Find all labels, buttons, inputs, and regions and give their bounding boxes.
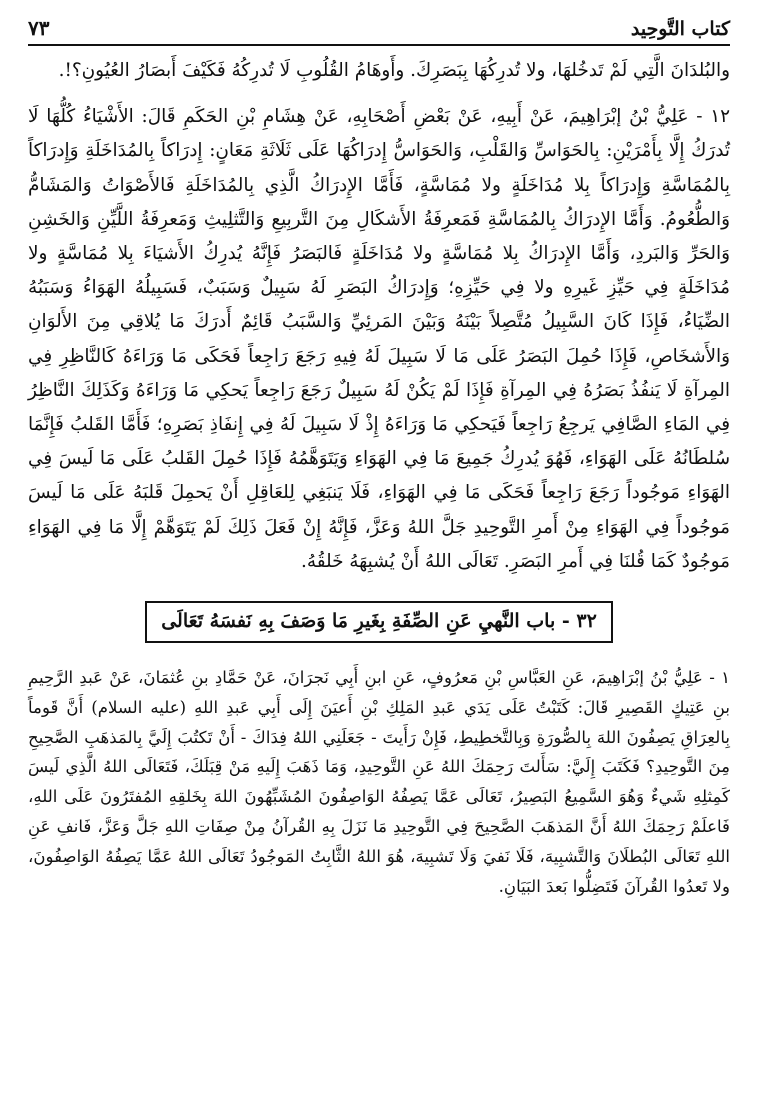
chapter-heading-box (145, 601, 613, 643)
running-title: كتاب التَّوحِيد (630, 18, 730, 40)
chapter-heading: ٣٢ - باب النَّهيِ عَنِ الصِّفَةِ بِغَيرِ مَا وَصَفَ بِهِ نَفسَهُ تَعَالَى (161, 610, 597, 633)
page-number: ٧٣ (28, 16, 50, 40)
running-header (28, 8, 730, 46)
body-text (28, 54, 730, 901)
paragraph-hadith-1: ١ - عَلِيُّ بْنُ إبْرَاهِيمَ، عَنِ العَبَّاسِ بْنِ مَعرُوفٍ، عَنِ ابنِ أَبِي نَجرَانَ، عَنْ حَمَّادِ بنِ عُثمَانَ، عَنْ عَبدِ الرَّحِيمِ بنِ عَتِيكٍ القَصِيرِ قَالَ: كَتَبْتُ عَلَى يَدَي عَبدِ المَلِكِ بْنِ أَعيَنَ إِلَى أَبِي عَبدِ اللهِ (عليه السلام) أَنَّ قَوماً بِالعِرَاقِ يَصِفُونَ اللهَ بِالصُّورَةِ وَبِالتَّخطِيطِ، فَإِنْ رَأَيتَ - جَعَلَنِي اللهُ فِدَاكَ - أَنْ تَكتُبَ إِلَيَّ بِالمَذهَبِ الصَّحِيحِ مِنَ التَّوحِيدِ؟ فَكَتَبَ إِلَيَّ: سَأَلتَ رَحِمَكَ اللهُ عَنِ التَّوحِيدِ، وَمَا ذَهَبَ إِلَيهِ مَنْ قِبَلَكَ، فَتَعَالَى اللهُ الَّذِي لَيسَ كَمِثلِهِ شَيءٌ وَهُوَ السَّمِيعُ البَصِيرُ، تَعَالَى عَمَّا يَصِفُهُ الوَاصِفُونَ المُشَبِّهُونَ اللهَ بِخَلقِهِ المُفتَرُونَ عَلَى اللهِ، فَاعلَمْ رَحِمَكَ اللهُ أَنَّ المَذهَبَ الصَّحِيحَ فِي التَّوحِيدِ مَا نَزَلَ بِهِ القُرآنُ مِنْ صِفَاتِ اللهِ جَلَّ وَعَزَّ، فَانفِ عَنِ اللهِ تَعَالَى البُطلَانَ وَالتَّشبِيهَ، فَلَا نَفيَ وَلَا تَشبِيهَ، هُوَ اللهُ الثَّابِتُ المَوجُودُ تَعَالَى اللهُ عَمَّا يَصِفُهُ الوَاصِفُونَ، ولا تَعدُوا القُرآنَ فَتَضِلُّوا بَعدَ البَيَانِ. (28, 668, 730, 896)
paragraph-hadith-12: ١٢ - عَلِيُّ بْنُ إبْرَاهِيمَ، عَنْ أَبِيهِ، عَنْ بَعْضِ أَصْحَابِهِ، عَنْ هِشَامِ بْنِ الحَكَمِ قَالَ: الأَشْيَاءُ كُلُّهَا لَا تُدرَكُ إِلَّا بِأَمْرَيْنِ: بِالحَوَاسِّ وَالقَلْبِ، وَالحَوَاسُّ إِدرَاكُهَا عَلَى ثَلَاثَةِ مَعَانٍ: إِدرَاكاً بِالمُدَاخَلَةِ وَإِدرَاكاً بِالمُمَاسَّةِ وَإِدرَاكاً بِلا مُدَاخَلَةٍ ولا مُمَاسَّةٍ، فَأَمَّا الإِدرَاكُ الَّذِي بِالمُدَاخَلَةِ فَالأَصْوَاتُ وَالمَشَامُّ وَالطُّعُومُ. وَأَمَّا الإِدرَاكُ بِالمُمَاسَّةِ فَمَعرِفَةُ الأَشكَالِ مِنَ التَّربِيعِ وَالتَّثلِيثِ وَمَعرِفَةُ اللَّيِّنِ وَالخَشِنِ وَالحَرِّ وَالبَردِ، وَأَمَّا الإِدرَاكُ بِلا مُمَاسَّةٍ ولا مُدَاخَلَةٍ فَالبَصَرُ فَإِنَّهُ يُدرِكُ الأَشيَاءَ بِلا مُمَاسَّةٍ ولا مُدَاخَلَةٍ فِي حَيِّزِ غَيرِهِ ولا فِي حَيِّزِهِ؛ وَإِدرَاكُ البَصَرِ لَهُ سَبِيلٌ وَسَبَبٌ، فَسَبِيلُهُ الهَوَاءُ وَسَبَبُهُ الضِّيَاءُ، فَإِذَا كَانَ السَّبِيلُ مُتَّصِلاً بَيْنَهُ وَبَيْنَ المَرئِيِّ وَالسَّبَبُ قَائِمٌ أَدرَكَ مَا يُلاقِي مِنَ الأَلوَانِ وَالأَشخَاصِ، فَإِذَا حُمِلَ البَصَرُ عَلَى مَا لَا سَبِيلَ لَهُ فِيهِ رَجَعَ رَاجِعاً فَحَكَى مَا وَرَاءَهُ كَالنَّاظِرِ فِي المِرآةِ لَا يَنفُذُ بَصَرُهُ فِي المِرآةِ فَإِذَا لَمْ يَكُنْ لَهُ سَبِيلٌ رَجَعَ رَاجِعاً يَحكِي مَا وَرَاءَهُ وَكَذَلِكَ النَّاظِرُ فِي المَاءِ الصَّافِي يَرجِعُ رَاجِعاً فَيَحكِي مَا وَرَاءَهُ إِذْ لَا سَبِيلَ لَهُ فِي إِنفَاذِ بَصَرِهِ؛ فَأَمَّا القَلبُ فَإِنَّمَا سُلطَانُهُ عَلَى الهَوَاءِ، فَهُوَ يُدرِكُ جَمِيعَ مَا فِي الهَوَاءِ وَيَتَوَهَّمُهُ فَإِذَا حُمِلَ القَلبُ عَلَى مَا لَيسَ فِي الهَوَاءِ مَوجُوداً رَجَعَ رَاجِعاً فَحَكَى مَا فِي الهَوَاءِ، فَلَا يَنبَغِي لِلعَاقِلِ أَنْ يَحمِلَ قَلبَهُ عَلَى مَا لَيسَ مَوجُوداً فِي الهَوَاءِ مِنْ أَمرِ التَّوحِيدِ جَلَّ اللهُ وَعَزَّ، فَإِنَّهُ إِنْ فَعَلَ ذَلِكَ لَمْ يَتَوَهَّمْ إِلَّا مَا فِي الهَوَاءِ مَوجُودٌ كَمَا قُلنَا فِي أَمرِ البَصَرِ. تَعَالَى اللهُ أَنْ يُشبِهَهُ خَلقُهُ. (28, 106, 730, 572)
paragraph-continuation: والبُلدَانَ الَّتِي لَمْ تَدخُلهَا، ولا تُدرِكُهَا بِبَصَرِكَ. وأَوهَامُ القُلُوبِ لَا تُدرِكُهُ فَكَيْفَ أَبصَارُ العُيُونِ؟!. (58, 60, 730, 81)
